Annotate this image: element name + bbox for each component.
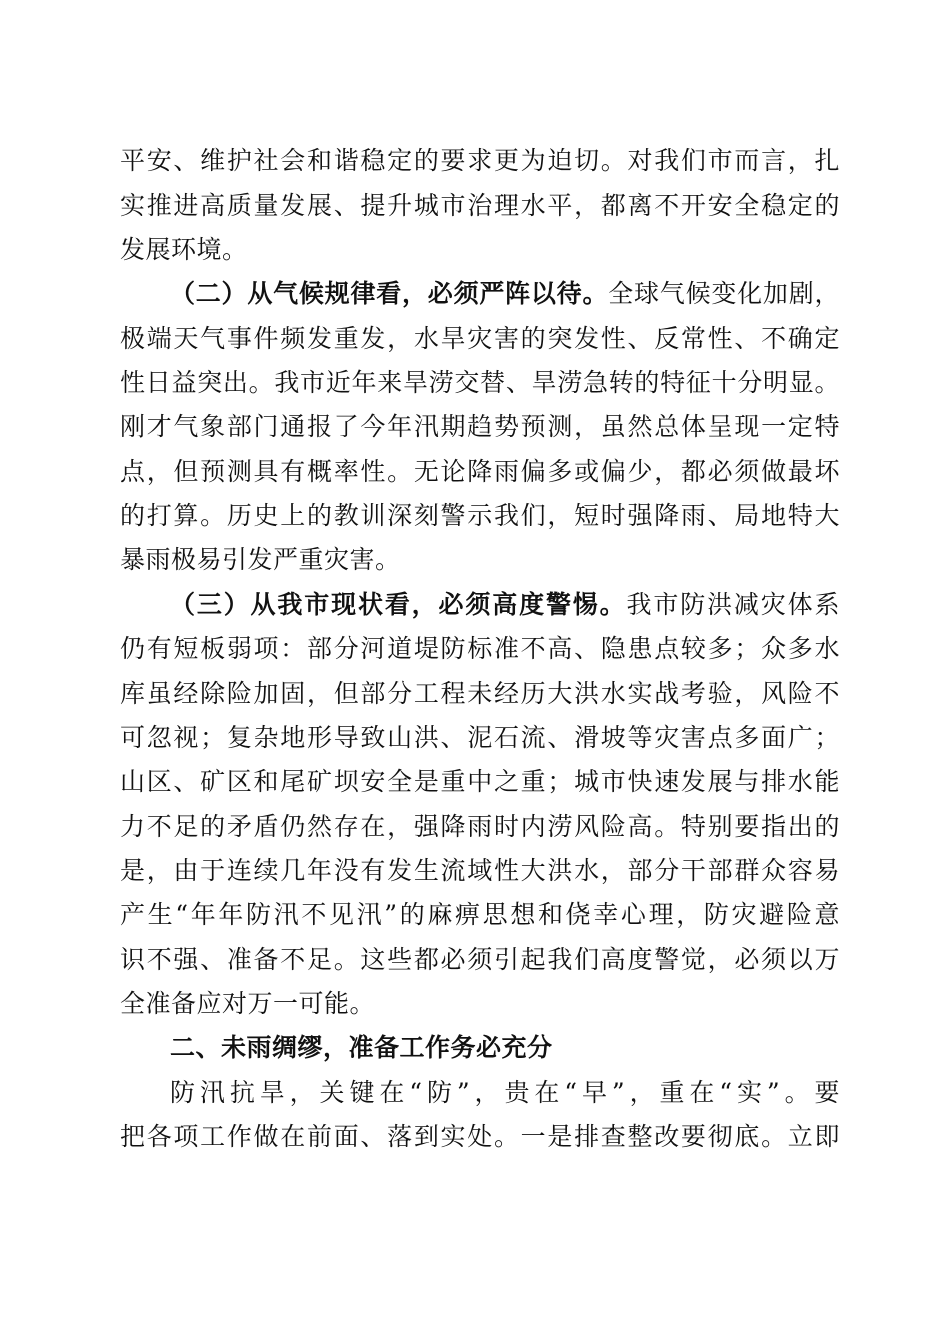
- section-lead-line: [170, 583, 840, 627]
- paragraph-line: 防汛抗旱，关键在“防”，贵在“早”，重在“实”。要: [170, 1078, 840, 1107]
- paragraph-line: 性日益突出。我市近年来旱涝交替、旱涝急转的特征十分明显。: [120, 368, 840, 397]
- paragraph-line: 实推进高质量发展、提升城市治理水平，都离不开安全稳定的: [120, 191, 840, 220]
- paragraph-line: 产生“年年防汛不见汛”的麻痹思想和侥幸心理，防灾避险意: [120, 900, 840, 929]
- paragraph-line: 识不强、准备不足。这些都必须引起我们高度警觉，必须以万: [120, 945, 840, 974]
- section-lead-line: [170, 272, 840, 316]
- section-heading-climate: （二）从气候规律看，必须严阵以待。: [170, 279, 609, 308]
- section-heading-current-status: （三）从我市现状看，必须高度警惕。: [170, 590, 627, 619]
- paragraph-line: 山区、矿区和尾矿坝安全是重中之重；城市快速发展与排水能: [120, 767, 840, 796]
- paragraph-line: 极端天气事件频发重发，水旱灾害的突发性、反常性、不确定: [120, 324, 840, 353]
- paragraph-line: 发展环境。: [120, 235, 248, 264]
- paragraph-text: 全球气候变化加剧，: [608, 279, 840, 308]
- paragraph-line: 点，但预测具有概率性。无论降雨偏多或偏少，都必须做最坏: [120, 457, 840, 486]
- paragraph-line: 刚才气象部门通报了今年汛期趋势预测，虽然总体呈现一定特: [120, 412, 840, 441]
- paragraph-line: 可忽视；复杂地形导致山洪、泥石流、滑坡等灾害点多面广；: [120, 723, 840, 752]
- paragraph-line: 全准备应对万一可能。: [120, 989, 376, 1018]
- paragraph-line: 是，由于连续几年没有发生流域性大洪水，部分干部群众容易: [120, 856, 840, 885]
- paragraph-line: 库虽经除险加固，但部分工程未经历大洪水实战考验，风险不: [120, 679, 840, 708]
- paragraph-line: 把各项工作做在前面、落到实处。一是排查整改要彻底。立即: [120, 1122, 840, 1151]
- section-heading-preparation: 二、未雨绸缪，准备工作务必充分: [170, 1033, 553, 1062]
- paragraph-line: 平安、维护社会和谐稳定的要求更为迫切。对我们市而言，扎: [120, 146, 840, 175]
- paragraph-text: 我市防洪减灾体系: [626, 590, 840, 619]
- paragraph-line: 力不足的矛盾仍然存在，强降雨时内涝风险高。特别要指出的: [120, 812, 840, 841]
- paragraph-line: 仍有短板弱项：部分河道堤防标准不高、隐患点较多；众多水: [120, 634, 840, 663]
- paragraph-line: 暴雨极易引发严重灾害。: [120, 545, 401, 574]
- paragraph-line: 的打算。历史上的教训深刻警示我们，短时强降雨、局地特大: [120, 501, 840, 530]
